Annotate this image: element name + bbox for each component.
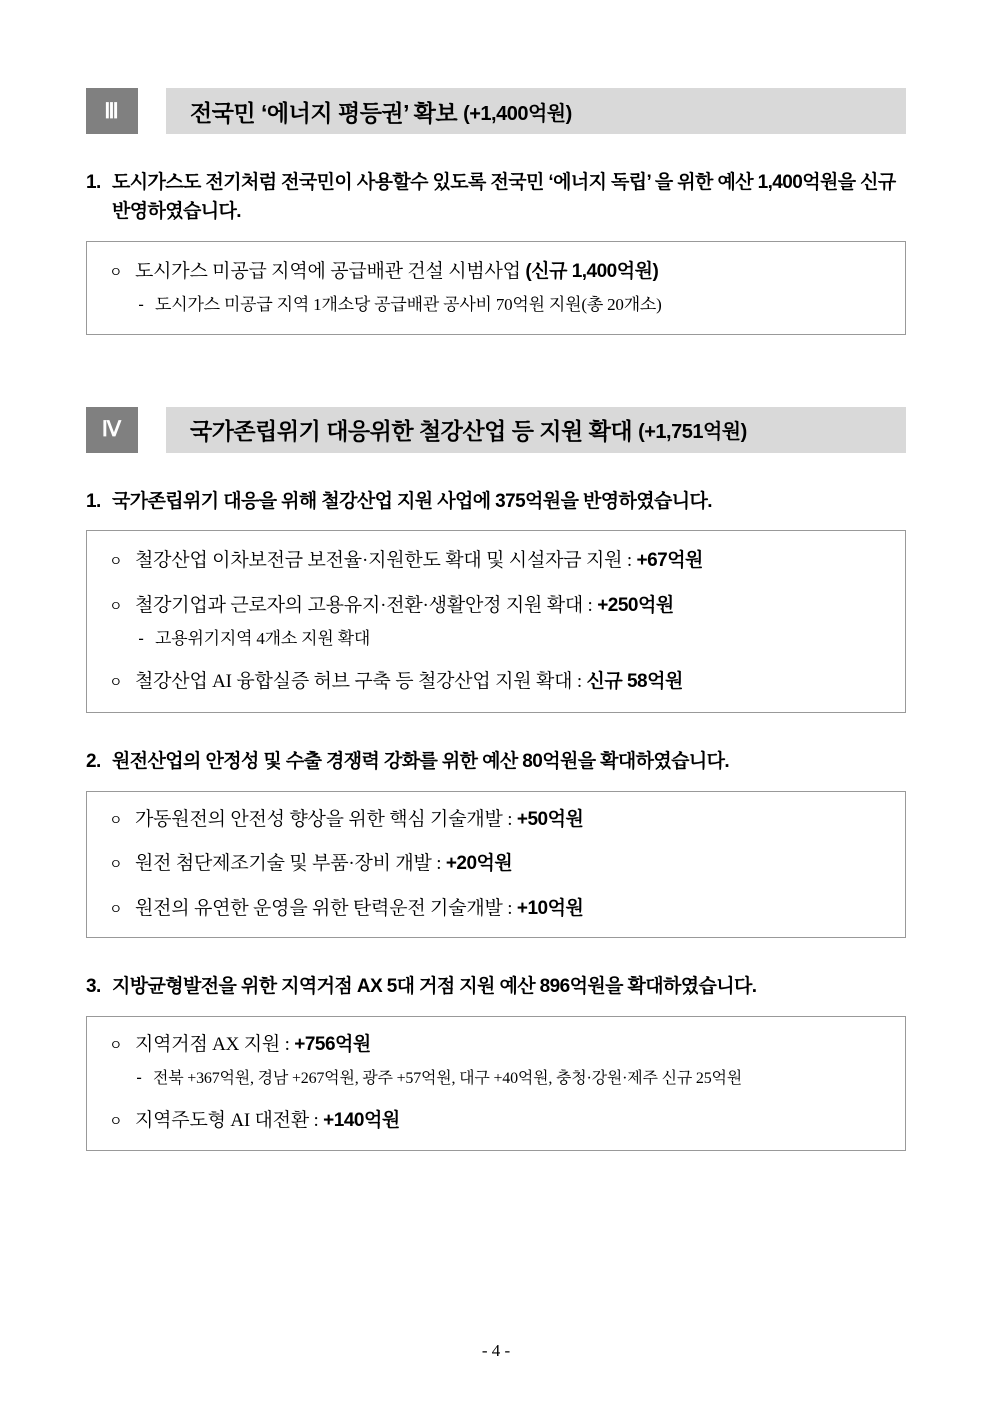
item-text: 지방균형발전을 위한 지역거점 AX 5대 거점 지원 예산 896억원을 확대하였습니다.: [112, 976, 757, 998]
list-item-text: 지역거점 AX 지원 :: [135, 1033, 295, 1055]
list-item-text: 원전의 유연한 운영을 위한 탄력운전 기술개발 :: [135, 897, 517, 919]
detail-box-3-1: [86, 241, 906, 335]
list-item: [109, 895, 883, 924]
list-item: [109, 850, 883, 879]
list-item-text: 고용위기지역 4개소 지원 확대: [155, 629, 371, 649]
list-item-body: [135, 895, 883, 924]
circle-bullet-icon: ㅇ: [109, 1036, 123, 1053]
item-number: 1.: [86, 172, 101, 193]
dash-bullet-icon: -: [138, 295, 144, 315]
item-number: 2.: [86, 751, 101, 773]
circle-bullet-icon: ㅇ: [109, 597, 123, 614]
circle-bullet-icon: ㅇ: [109, 856, 123, 873]
circle-bullet-icon: ㅇ: [109, 553, 123, 570]
item-heading-3-1: [86, 168, 906, 227]
list-item: [109, 1065, 883, 1091]
list-item-highlight: 신규 58억원: [586, 670, 683, 692]
list-item-text: 도시가스 미공급 지역에 공급배관 건설 시범사업: [135, 260, 526, 282]
list-item-body: [135, 668, 883, 697]
section-header-4: [86, 407, 906, 453]
circle-bullet-icon: ㅇ: [109, 900, 123, 917]
section-badge-4: Ⅳ: [86, 407, 138, 453]
list-item-text: 원전 첨단제조기술 및 부품·장비 개발 :: [135, 853, 446, 875]
item-text: 국가존립위기 대응을 위해 철강산업 지원 사업에 375억원을 반영하였습니다.: [112, 490, 712, 512]
item-text: 도시가스도 전기처럼 전국민이 사용할수 있도록 전국민 ‘에너지 독립’ 을 위한 예산 1,400억원을 신규 반영하였습니다.: [112, 172, 896, 223]
item-text: 원전산업의 안정성 및 수출 경쟁력 강화를 위한 예산 80억원을 확대하였습니다.: [112, 751, 730, 773]
item-number: 1.: [86, 490, 101, 512]
list-item-text: 전북 +367억원, 경남 +267억원, 광주 +57억원, 대구 +40억원, 충청·강원·제주 신규 25억원: [153, 1070, 743, 1088]
list-item-text: 지역주도형 AI 대전환 :: [135, 1110, 324, 1132]
list-item-highlight: +50억원: [516, 808, 584, 830]
section-badge-3: Ⅲ: [86, 88, 138, 134]
detail-box-4-1: [86, 530, 906, 713]
list-item-highlight: +250억원: [597, 594, 674, 616]
circle-bullet-icon: ㅇ: [109, 811, 123, 828]
list-item: [109, 292, 883, 318]
circle-bullet-icon: ㅇ: [109, 1113, 123, 1130]
list-item-text: 철강산업 AI 융합실증 허브 구축 등 철강산업 지원 확대 :: [135, 670, 587, 692]
list-item-highlight: +67억원: [636, 550, 703, 572]
section-title-amount-3: (+1,400억원): [463, 102, 572, 125]
list-item-body: [135, 547, 883, 576]
item-heading-4-1: [86, 487, 906, 516]
list-item-highlight: +140억원: [323, 1110, 400, 1132]
section-title-4: [166, 407, 906, 453]
section-title-3: [166, 88, 906, 134]
list-item-text: 철강기업과 근로자의 고용유지·전환·생활안정 지원 확대 :: [135, 594, 598, 616]
list-item-text: 가동원전의 안전성 향상을 위한 핵심 기술개발 :: [135, 808, 517, 830]
list-item: [109, 258, 883, 287]
list-item-highlight: +20억원: [445, 853, 513, 875]
list-item-body: [135, 850, 883, 879]
section-title-amount-4: (+1,751억원): [638, 421, 747, 444]
item-heading-4-3: [86, 972, 906, 1001]
detail-box-4-2: [86, 791, 906, 939]
item-heading-4-2: [86, 747, 906, 776]
circle-bullet-icon: ㅇ: [109, 673, 123, 690]
detail-box-4-3: [86, 1016, 906, 1151]
list-item: [109, 668, 883, 697]
list-item-body: [135, 1107, 883, 1136]
list-item-body: [135, 806, 883, 835]
dash-bullet-icon: -: [138, 629, 144, 649]
list-item: [109, 1031, 883, 1060]
list-item: [109, 806, 883, 835]
section-title-main-4: 국가존립위기 대응위한 철강산업 등 지원 확대: [190, 418, 633, 445]
dash-bullet-icon: -: [136, 1068, 142, 1088]
list-item-highlight: (신규 1,400억원): [525, 260, 659, 282]
section-header-3: [86, 88, 906, 134]
list-item-text: 도시가스 미공급 지역 1개소당 공급배관 공사비 70억원 지원(총 20개소): [155, 295, 662, 315]
list-item-highlight: +756억원: [294, 1033, 371, 1055]
list-item-body: [135, 1031, 883, 1060]
list-item: [109, 626, 883, 652]
list-item: [109, 592, 883, 621]
list-item-text: 철강산업 이차보전금 보전율·지원한도 확대 및 시설자금 지원 :: [135, 550, 637, 572]
list-item: [109, 1107, 883, 1136]
circle-bullet-icon: ㅇ: [109, 263, 123, 280]
list-item-body: [135, 592, 883, 621]
item-number: 3.: [86, 976, 101, 998]
list-item-body: [135, 258, 883, 287]
list-item: [109, 547, 883, 576]
list-item-highlight: +10억원: [516, 897, 584, 919]
section-title-main-3: 전국민 ‘에너지 평등권’ 확보: [190, 99, 458, 126]
page-number: - 4 -: [481, 1341, 511, 1360]
